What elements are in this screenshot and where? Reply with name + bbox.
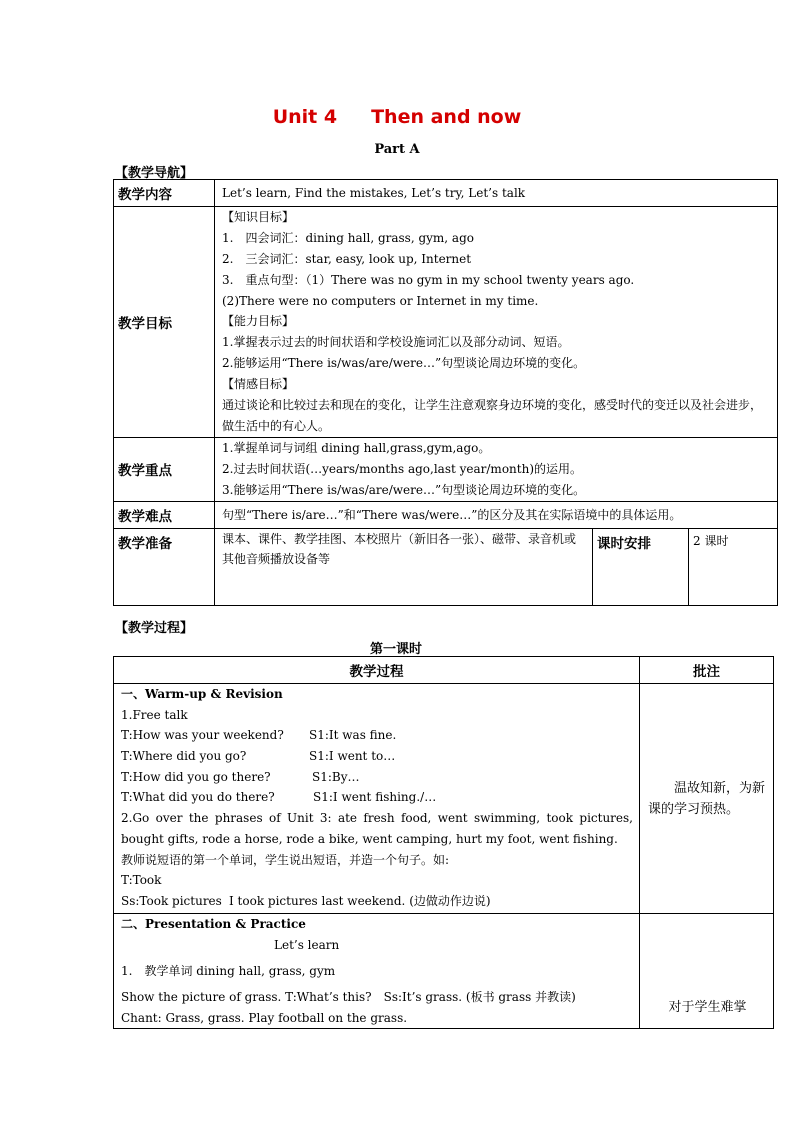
teacher-line: T:Where did you go?	[121, 749, 247, 764]
lets-learn-subheading: Let’s learn	[274, 937, 340, 952]
lesson-title: 第一课时	[370, 642, 423, 657]
goal-line: 3. 重点句型：（1）There was no gym in my school twenty years ago.	[222, 272, 635, 287]
example-sentence: I took pictures last weekend. (边做动作边说)	[229, 893, 491, 908]
student-line: S1:I went to…	[309, 749, 396, 764]
difficult-value: 句型“There is/are…”和“There was/were…”的区分及其在实际语境中的具体运用。	[215, 501, 778, 528]
warmup-row	[114, 684, 774, 914]
presentation-row	[114, 914, 774, 1029]
goals-label: 教学目标	[114, 207, 215, 438]
process-column-header: 教学过程	[114, 657, 640, 684]
goal-line: 2.能够运用“There is/was/are/were…”句型谈论周边环境的变化。	[222, 356, 586, 371]
goal-paragraph: 通过谈论和比较过去和现在的变化，让学生注意观察身边环境的变化，感受时代的变迁以及社会进步，做生活中的有心人。	[222, 398, 763, 433]
difficult-row	[114, 501, 778, 528]
key-points-label: 教学重点	[114, 437, 215, 501]
process-line	[114, 891, 639, 912]
preparation-label: 教学准备	[114, 528, 215, 605]
annotation-text: 对于学生难掌	[668, 1000, 747, 1015]
presentation-heading: 二、Presentation & Practice	[121, 917, 306, 931]
key-points-row	[114, 437, 778, 501]
student-line: S1:I went fishing./…	[313, 790, 437, 805]
content-value: Let’s learn, Find the mistakes, Let’s try, Let’s talk	[215, 180, 778, 207]
part-title: Part A	[374, 142, 420, 157]
dialogue-line	[114, 767, 639, 788]
notes-column-header: 批注	[640, 657, 774, 684]
teacher-line: T:How did you go there?	[121, 769, 271, 784]
process-header-row	[114, 657, 774, 684]
goals-row	[114, 207, 778, 438]
dialogue-line	[114, 725, 639, 746]
unit-name: Then and now	[371, 106, 522, 128]
key-point-line: 1.掌握单词与词组 dining hall,grass,gym,ago。	[222, 440, 491, 455]
unit-number: Unit 4	[272, 106, 338, 128]
student-line: S1:By…	[312, 769, 360, 784]
content-label: 教学内容	[114, 180, 215, 207]
warmup-cell	[114, 684, 640, 914]
preparation-row	[114, 528, 778, 605]
content-row	[114, 180, 778, 207]
teaching-nav-table	[113, 179, 778, 606]
emotion-goal-heading: 【情感目标】	[222, 377, 295, 392]
warmup-note	[640, 684, 774, 914]
nav-heading: 【教学导航】	[115, 166, 194, 181]
key-point-line: 2.过去时间状语(…years/months ago,last year/month)的运用。	[222, 461, 583, 476]
difficult-label: 教学难点	[114, 501, 215, 528]
schedule-label: 课时安排	[593, 528, 689, 605]
teaching-process-table	[113, 656, 774, 1029]
goal-line: 1.掌握表示过去的时间状语和学校设施词汇以及部分动词、短语。	[222, 335, 570, 350]
key-points-cell	[215, 437, 778, 501]
process-paragraph: 2.Go over the phrases of Unit 3: ate fresh food, went swimming, took pictures, bought gifts, rode a horse, rode a bike, went camping, hurt my foot, went fishing.	[121, 811, 633, 846]
goal-line: 2. 三会词汇：star, easy, look up, Internet	[222, 251, 472, 266]
student-line: S1:It was fine.	[309, 728, 397, 743]
unit-title	[0, 106, 794, 128]
process-line: Show the picture of grass. T:What’s this? Ss:It’s grass. (板书 grass 并教读)	[121, 990, 576, 1005]
warmup-heading: 一、Warm-up & Revision	[121, 687, 283, 701]
goal-line: 1. 四会词汇：dining hall, grass, gym, ago	[222, 230, 474, 245]
knowledge-goal-heading: 【知识目标】	[222, 210, 295, 224]
schedule-value: 2 课时	[689, 528, 778, 605]
presentation-cell	[114, 914, 640, 1029]
process-line: T:Took	[121, 873, 162, 888]
teacher-line: T:What did you do there?	[121, 790, 275, 805]
key-point-line: 3.能够运用“There is/was/are/were…”句型谈论周边环境的变化。	[222, 482, 586, 497]
goals-cell	[215, 207, 778, 438]
presentation-note	[640, 914, 774, 1029]
ability-goal-heading: 【能力目标】	[222, 314, 295, 329]
student-phrase: Ss:Took pictures	[121, 893, 222, 908]
process-heading: 【教学过程】	[115, 621, 194, 636]
process-line: 1.Free talk	[121, 707, 188, 722]
dialogue-line	[114, 787, 639, 808]
annotation-text: 温故知新，为新课的学习预热。	[648, 780, 766, 817]
dialogue-line	[114, 746, 639, 767]
process-line: Chant: Grass, grass. Play football on the grass.	[121, 1010, 408, 1025]
process-line: 教师说短语的第一个单词，学生说出短语，并造一个句子。如:	[121, 852, 450, 867]
goal-line: (2)There were no computers or Internet in my time.	[222, 293, 539, 308]
process-line: 1. 教学单词 dining hall, grass, gym	[121, 964, 336, 979]
preparation-value: 课本、课件、教学挂图、本校照片（新旧各一张）、磁带、录音机或其他音频播放设备等	[215, 528, 593, 605]
teacher-line: T:How was your weekend?	[121, 728, 284, 743]
